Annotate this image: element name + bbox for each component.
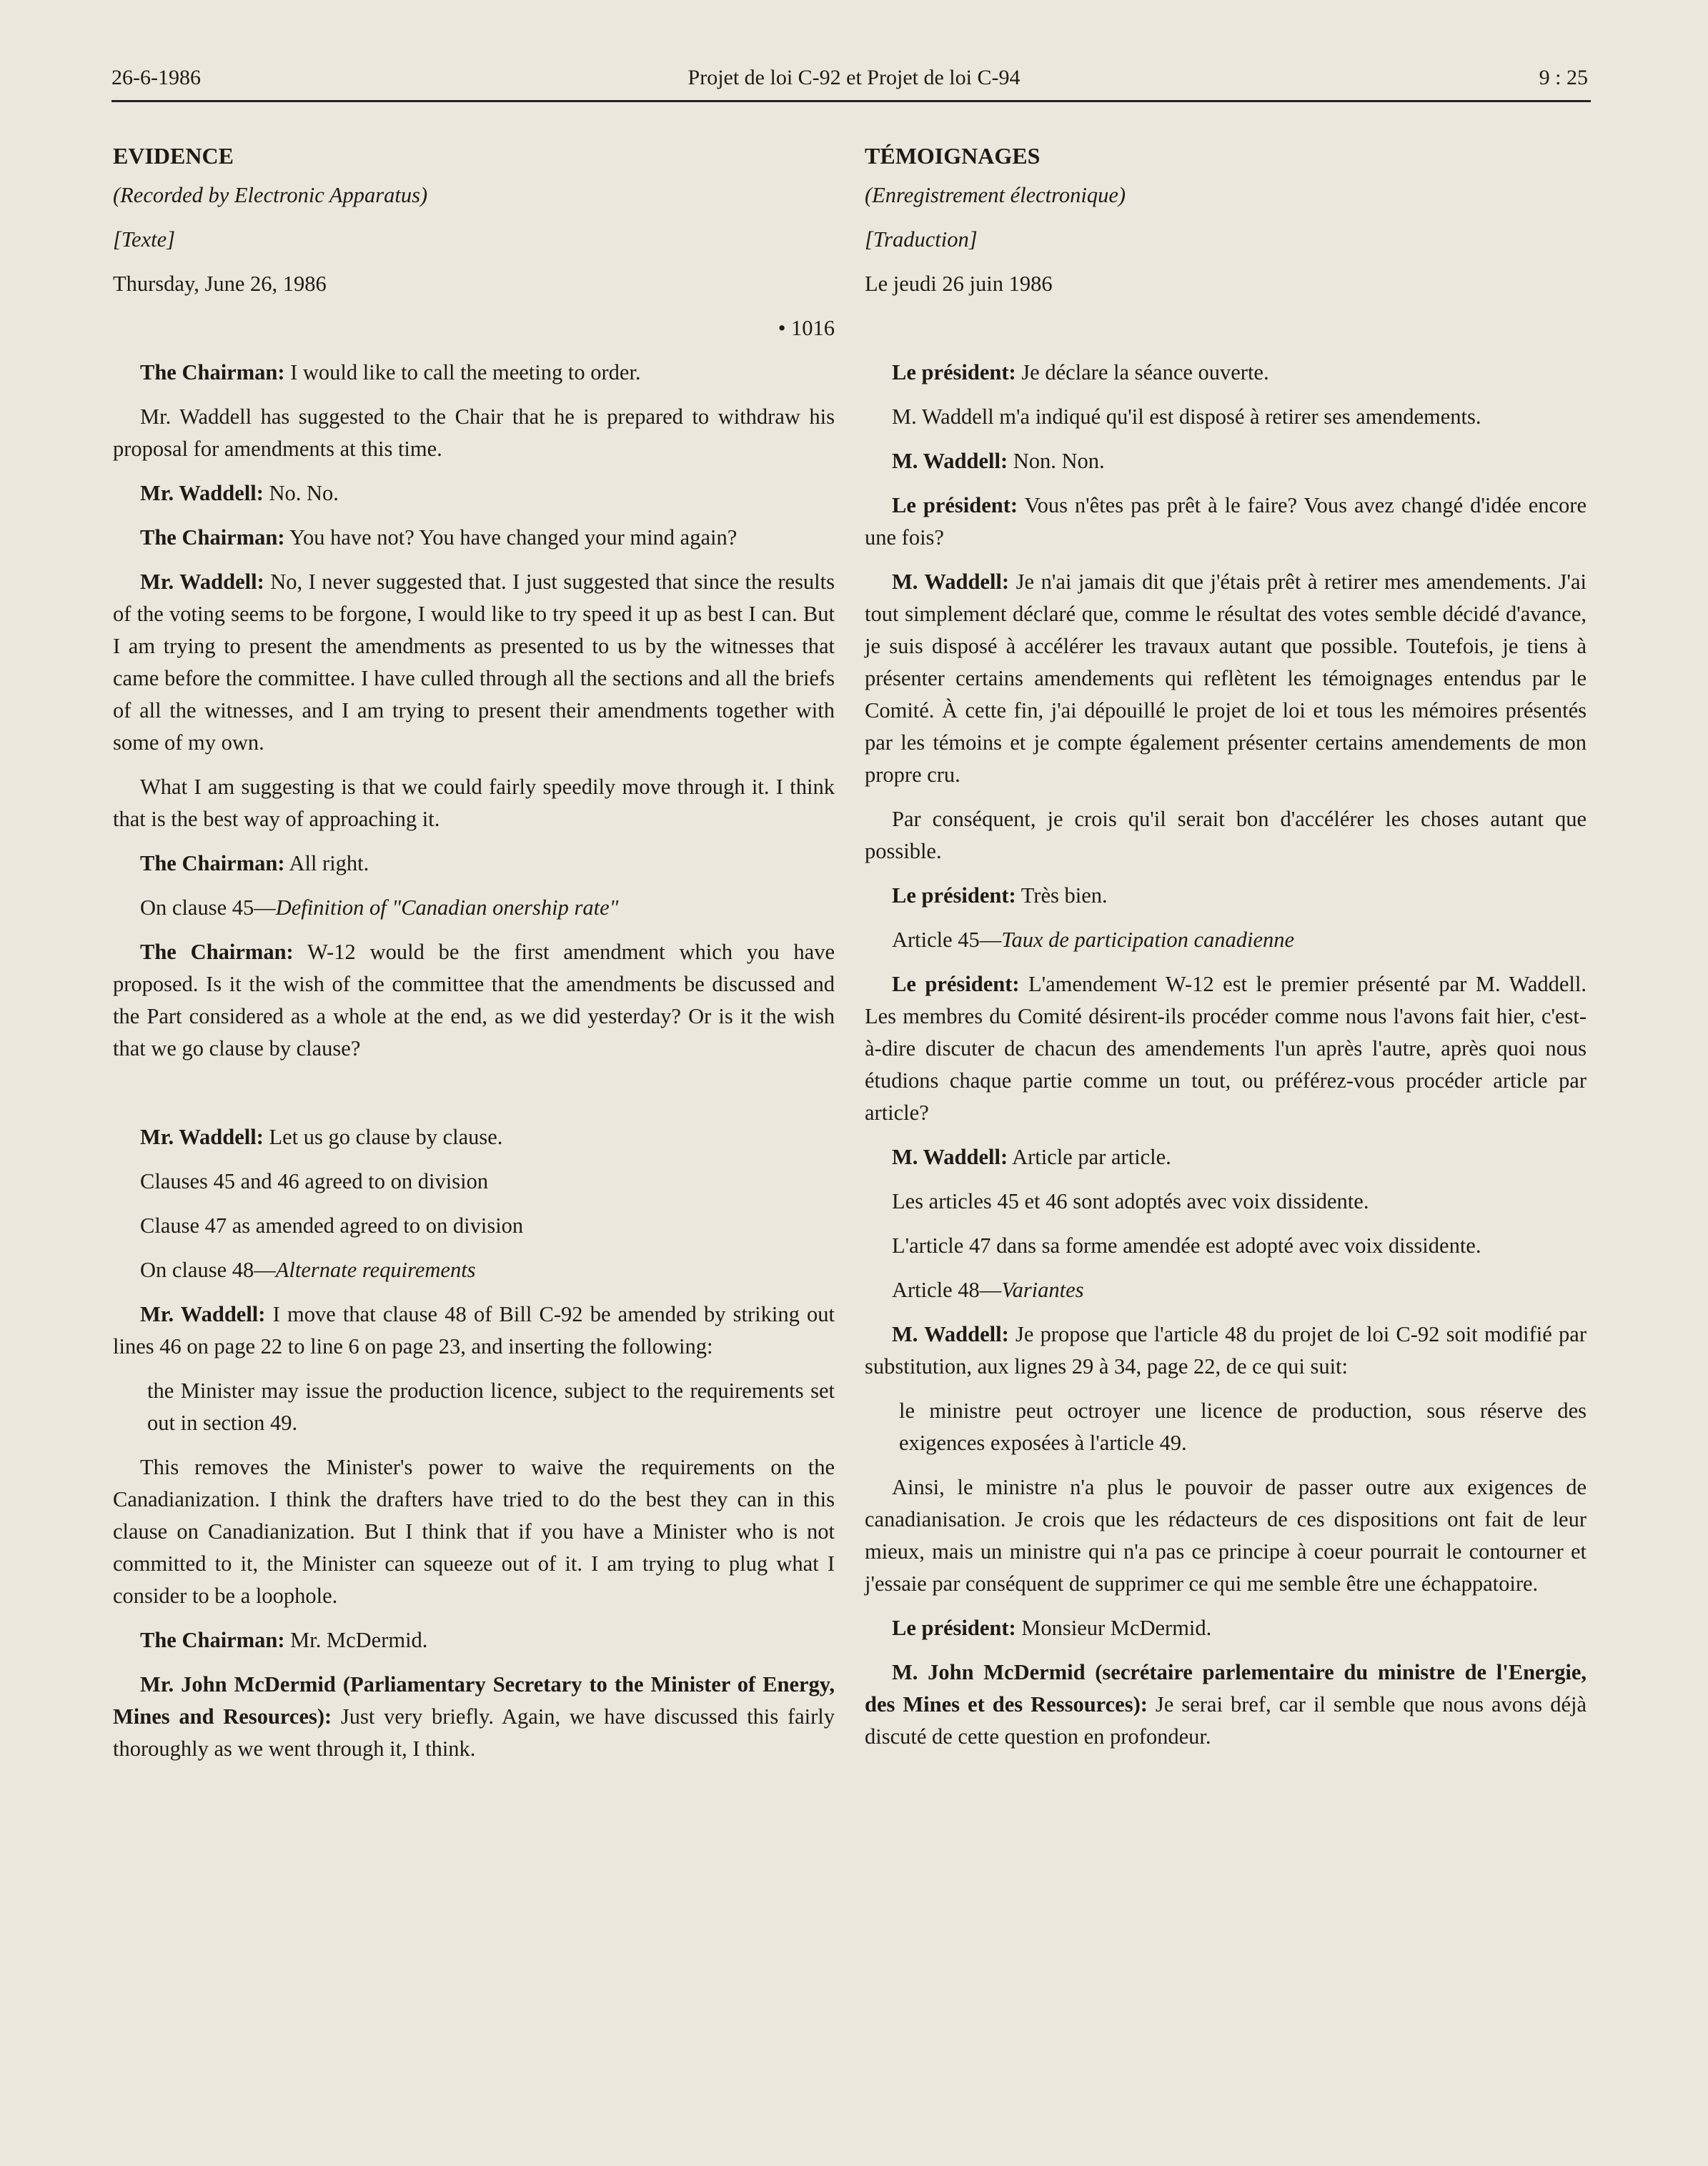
quoted-amendment: le ministre peut octroyer une licence de production, sous réserve des exigences exposées à l'article 49. (899, 1399, 1587, 1455)
sitting-date: Thursday, June 26, 1986 (113, 272, 327, 296)
page-number: 9 : 25 (1539, 66, 1588, 89)
paragraph: Le président: Monsieur McDermid. (892, 1616, 1212, 1640)
paragraph: M. Waddell: Je n'ai jamais dit que j'étais prêt à retirer mes amendements. J'ai tout simplement déclaré que, comme le résultat des votes semble décidé d'avance, je suis disposé à accélérer les travaux autant que possible. Toutefois, je tiens à présenter certains amendements qui reflètent les témoignages entendus par le Comité. À cette fin, j'ai dépouillé le projet de loi et tous les mémoires présentés par les témoins et je compte également présenter certains amendements de mon propre cru. (865, 570, 1587, 787)
paragraph: M. Waddell: Article par article. (892, 1145, 1171, 1169)
header-rule (111, 100, 1591, 102)
paragraph: M. Waddell: Non. Non. (892, 449, 1105, 473)
paragraph: L'article 47 dans sa forme amendée est adopté avec voix dissidente. (892, 1233, 1481, 1258)
paragraph: Le président: Très bien. (892, 883, 1108, 908)
french-column (865, 140, 1587, 1765)
clause-heading: Article 45—Taux de participation canadienne (892, 928, 1295, 952)
paragraph: Mr. Waddell: No. No. (140, 481, 339, 505)
paragraph: Mr. Waddell: Let us go clause by clause. (140, 1125, 503, 1149)
recording-note: (Enregistrement électronique) (865, 183, 1126, 207)
paragraph: The Chairman: I would like to call the meeting to order. (140, 360, 641, 384)
paragraph: Le président: Je déclare la séance ouverte. (892, 360, 1269, 384)
paragraph: Mr. Waddell: No, I never suggested that. I just suggested that since the results of the voting seems to be forgone, I would like to try speed it up as best I can. But I am trying to present the amendments as presented to us by the witnesses that came before the committee. I have culled through all the sections and all the briefs of all the witnesses, and I am trying to present their amendments together with some of my own. (113, 570, 835, 755)
clause-heading: On clause 45—Definition of "Canadian onership rate" (140, 895, 619, 920)
paragraph: M. John McDermid (secrétaire parlementaire du ministre de l'Energie, des Mines et des Ressources): Je serai bref, car il semble que nous avons déjà discuté de cette question en profondeur. (865, 1660, 1587, 1749)
section-heading: EVIDENCE (113, 143, 234, 169)
quoted-amendment: the Minister may issue the production licence, subject to the requirements set out in section 49. (147, 1378, 835, 1435)
sitting-date: Le jeudi 26 juin 1986 (865, 272, 1053, 296)
paragraph: Mr. Waddell: I move that clause 48 of Bill C-92 be amended by striking out lines 46 on page 22 to line 6 on page 23, and inserting the following: (113, 1302, 835, 1358)
paragraph: What I am suggesting is that we could fairly speedily move through it. I think that is the best way of approaching it. (113, 775, 835, 831)
paragraph: The Chairman: Mr. McDermid. (140, 1628, 428, 1652)
paragraph: The Chairman: All right. (140, 851, 369, 875)
paragraph: Clauses 45 and 46 agreed to on division (140, 1169, 489, 1193)
paragraph: Le président: Vous n'êtes pas prêt à le faire? Vous avez changé d'idée encore une fois? (865, 493, 1587, 550)
recording-note: (Recorded by Electronic Apparatus) (113, 183, 428, 207)
paragraph: M. Waddell m'a indiqué qu'il est disposé à retirer ses amendements. (892, 404, 1481, 429)
paragraph: M. Waddell: Je propose que l'article 48 du projet de loi C-92 soit modifié par substitution, aux lignes 29 à 34, page 22, de ce qui suit: (865, 1322, 1587, 1378)
spacer (113, 1077, 835, 1109)
running-title: Projet de loi C-92 et Projet de loi C-94 (687, 66, 1021, 89)
paragraph: Mr. Waddell has suggested to the Chair that he is prepared to withdraw his proposal for amendments at this time. (113, 404, 835, 461)
header-date: 26-6-1986 (111, 66, 201, 89)
paragraph: Par conséquent, je crois qu'il serait bon d'accélérer les choses autant que possible. (865, 807, 1587, 863)
paragraph: Clause 47 as amended agreed to on division (140, 1213, 524, 1238)
clause-heading: Article 48—Variantes (892, 1278, 1084, 1302)
paragraph: Ainsi, le ministre n'a plus le pouvoir de passer outre aux exigences de canadianisation. Je crois que les rédacteurs de ces dispositions ont fait de leur mieux, mais un ministre qui n'a pas ce principe à coeur pourrait le contourner et j'essaie par conséquent de supprimer ce qui me semble être une échappatoire. (865, 1475, 1587, 1596)
text-tag: [Traduction] (865, 227, 978, 252)
paragraph: Mr. John McDermid (Parliamentary Secretary to the Minister of Energy, Mines and Resources): Just very briefly. Again, we have discussed this fairly thoroughly as we went through it, I think. (113, 1672, 835, 1761)
paragraph: Les articles 45 et 46 sont adoptés avec voix dissidente. (892, 1189, 1369, 1213)
paragraph: This removes the Minister's power to waive the requirements on the Canadianization. I think the drafters have tried to do the best they can in this clause on Canadianization. But I think that if you have a Minister who is not committed to it, the Minister can squeeze out of it. I am trying to plug what I consider to be a loophole. (113, 1455, 835, 1608)
clause-heading: On clause 48—Alternate requirements (140, 1258, 476, 1282)
time-mark: • 1016 (778, 316, 835, 340)
spacer (865, 312, 1587, 344)
paragraph: The Chairman: W-12 would be the first amendment which you have proposed. Is it the wish of the committee that the amendments be discussed and the Part considered as a whole at the end, as we did yesterday? Or is it the wish that we go clause by clause? (113, 940, 835, 1060)
section-heading: TÉMOIGNAGES (865, 143, 1041, 169)
paragraph: Le président: L'amendement W-12 est le premier présenté par M. Waddell. Les membres du Comité désirent-ils procéder comme nous l'avons fait hier, c'est-à-dire discuter de chacun des amendements l'un après l'autre, après quoi nous étudions chaque partie comme un tout, ou préférez-vous procéder article par article? (865, 972, 1587, 1125)
text-tag: [Texte] (113, 227, 175, 252)
english-column (113, 140, 835, 1777)
paragraph: The Chairman: You have not? You have changed your mind again? (140, 525, 738, 550)
